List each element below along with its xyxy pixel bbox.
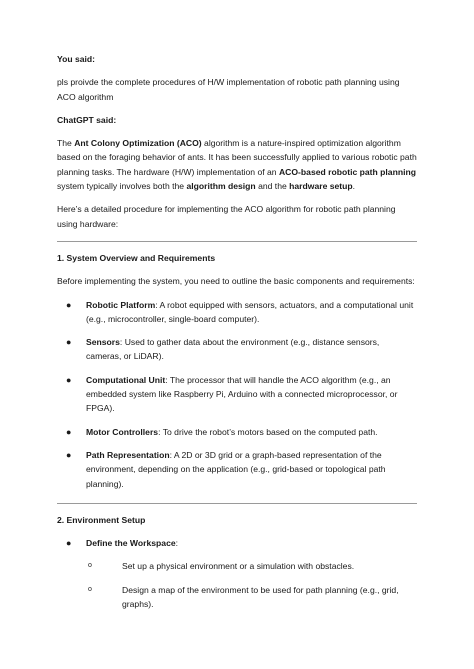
you-said-label: You said: xyxy=(57,54,96,64)
bullet-dot-icon: ● xyxy=(66,337,72,348)
intro-aco-bold: Ant Colony Optimization (ACO) xyxy=(74,138,202,149)
item-text: : To drive the robot’s motors based on the computed path. xyxy=(158,426,378,437)
intro-hw-setup-bold: hardware setup xyxy=(289,181,353,192)
section2-list xyxy=(57,536,417,550)
section1-heading: 1. System Overview and Requirements xyxy=(57,252,216,263)
list-item xyxy=(57,373,417,416)
section1-intro: Before implementing the system, you need to outline the basic components and requirements: xyxy=(57,276,415,287)
chatgpt-said-label: ChatGPT said: xyxy=(57,114,117,125)
bullet-dot-icon: ● xyxy=(66,449,72,460)
bullet-dot-icon: ● xyxy=(66,426,72,437)
sub-list-item xyxy=(57,583,417,612)
bullet-dot-icon: ● xyxy=(66,374,72,385)
document-page xyxy=(57,52,417,611)
bullet-ring-icon: o xyxy=(88,562,92,570)
section2-sublist xyxy=(57,559,417,611)
item-text: : A 2D or 3D grid or a graph-based representation of the environment, depending on the application (e.g., grid-based or topological path planning). xyxy=(86,449,386,489)
bullet-dot-icon: ● xyxy=(66,538,72,549)
list-item xyxy=(57,335,417,364)
lead-in-paragraph: Here’s a detailed procedure for implementing the ACO algorithm for robotic path planning using hardware: xyxy=(57,204,396,229)
item-label: Motor Controllers xyxy=(86,426,159,437)
item-label: Sensors xyxy=(86,337,120,348)
item-label: Computational Unit xyxy=(86,374,166,385)
bullet-ring-icon: o xyxy=(88,585,92,593)
item-label: Define the Workspace xyxy=(86,538,176,549)
intro-text-5: . xyxy=(352,181,356,192)
list-item xyxy=(57,448,417,491)
section1-list xyxy=(57,298,417,491)
bullet-dot-icon: ● xyxy=(66,299,72,310)
intro-paragraph xyxy=(57,136,417,193)
list-item xyxy=(57,298,417,327)
list-item xyxy=(57,536,417,550)
item-text: : Used to gather data about the environment (e.g., distance sensors, cameras, or LiDAR). xyxy=(86,337,380,362)
item-label: Path Representation xyxy=(86,449,170,460)
list-item xyxy=(57,425,417,439)
sub-item-text: Design a map of the environment to be used for path planning (e.g., grid, graphs). xyxy=(122,584,399,610)
sub-list-item xyxy=(57,559,417,573)
item-text: : A robot equipped with sensors, actuators, and a computational unit (e.g., microcontroller, single-board computer). xyxy=(86,299,414,324)
user-message: pls proivde the complete procedures of H/W implementation of robotic path planning using ACO algorithm xyxy=(57,77,400,102)
intro-text-4: and the xyxy=(255,181,290,192)
item-label: Robotic Platform xyxy=(86,299,156,310)
intro-text-3: system typically involves both the xyxy=(57,181,187,192)
item-text: : The processor that will handle the ACO algorithm (e.g., an embedded system like Raspberry Pi, Arduino with a connected microprocessor, or FPGA). xyxy=(86,374,398,414)
section2-heading: 2. Environment Setup xyxy=(57,514,146,525)
intro-text-2: algorithm is a nature-inspired optimization algorithm based on the foraging behavior of ants. It has been successfully applied to various robotic path planning tasks. The hardware (H/W) implementation of an xyxy=(57,138,417,177)
item-text: : xyxy=(175,538,179,549)
intro-text-1: The xyxy=(57,138,75,149)
intro-algo-design-bold: algorithm design xyxy=(186,181,256,192)
intro-aco-planning-bold: ACO-based robotic path planning xyxy=(278,166,416,177)
sub-item-text: Set up a physical environment or a simulation with obstacles. xyxy=(122,561,355,572)
